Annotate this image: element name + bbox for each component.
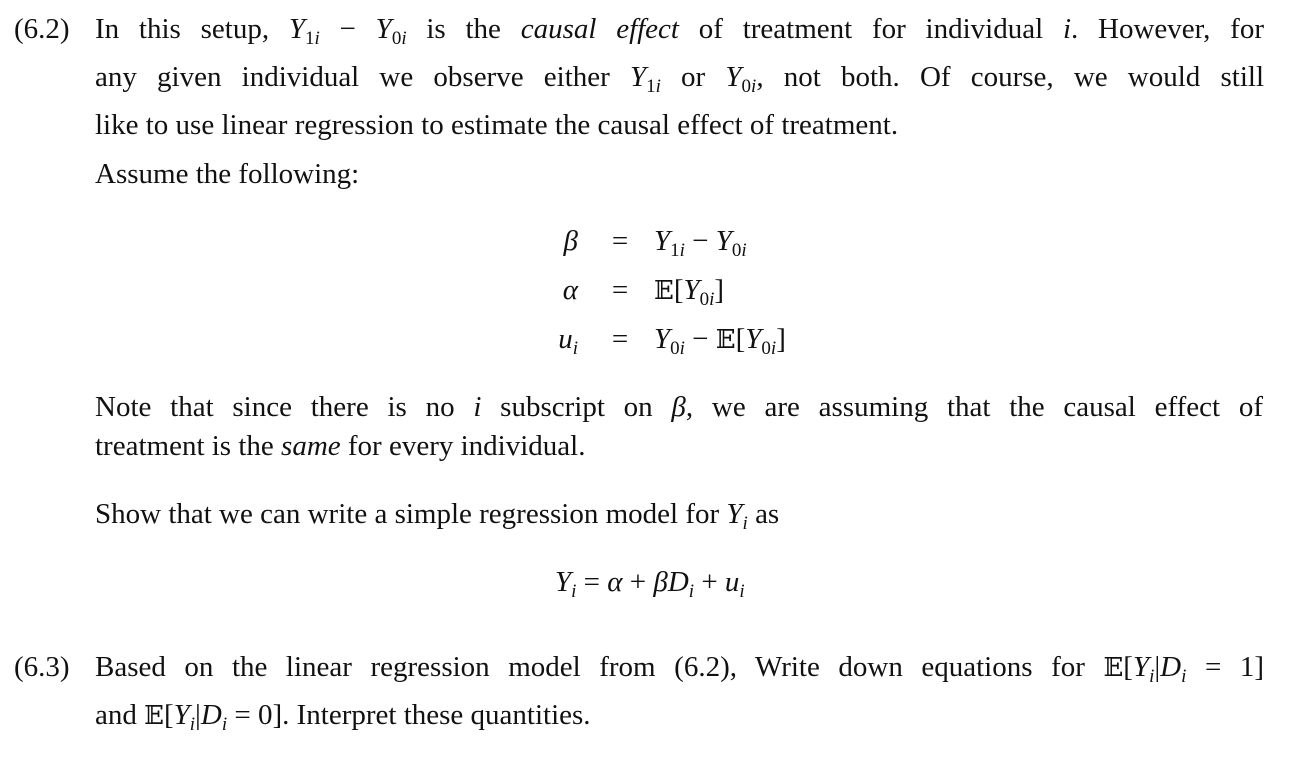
note-paragraph: Note that since there is no i subscript on β, we are assuming that the causal effect of treatment is the same for every individual. <box>95 391 1264 462</box>
show-text: Show that we can write a simple regression model for $Y_i$ as <box>95 498 780 534</box>
problem-6-2 <box>14 10 1264 145</box>
problem-text-line: and $𝔼[Y_i|D_i = 0]$. Interpret these quantities. <box>95 699 591 735</box>
problem-text-line: Based on the linear regression model from (6.2), Write down equations for $𝔼[Y_i|D_i = 1]$ <box>95 651 1265 687</box>
document: (6.2) In this setup, $Y_{1i} - Y_{0i}$ is the causal effect of treatment for individual i. However, for any given individual we observe either $Y_{1i}$ or $Y_{0i}$, not both. Of course, we would still like to use linear regression to estimate the causal effect of treatment. Assume the following: β = $Y_{1i} - Y_{0i}$ α = $𝔼[Y_{0i}]$ $u_i$ = $Y_{0i}$ − $𝔼[Y_{0i}]$ Note that since there is no i subscript on β, we are assuming that the causal effect of treatment is the same for every individual. Show that we can write a simple regression model for $Y_i$ as $Y_i = \alpha + \beta D_i + u_i$ (6.3) Based on the linear regression model from (6.2), Write down equations for $𝔼[Y_i|D_i = 1]$ and $𝔼[Y_i|D_i = 0]$. Interpret these quantities. <box>0 0 1292 772</box>
problem-number: (6.3) <box>14 651 70 683</box>
assume-text: Assume the following: <box>95 158 360 190</box>
problem-number: (6.2) <box>14 13 70 45</box>
problem-text-line: In this setup, $Y_{1i} - Y_{0i}$ is the causal effect of treatment for individual i. However, for <box>95 13 1264 49</box>
problem-6-3 <box>14 648 1264 744</box>
problem-text-line: any given individual we observe either $Y_{1i}$ or $Y_{0i}$, not both. Of course, we would still <box>95 61 1264 97</box>
problem-text-line: like to use linear regression to estimate the causal effect of treatment. <box>95 109 899 141</box>
regression-model-equation: $Y_i = \alpha + \beta D_i + u_i$ <box>555 566 745 602</box>
